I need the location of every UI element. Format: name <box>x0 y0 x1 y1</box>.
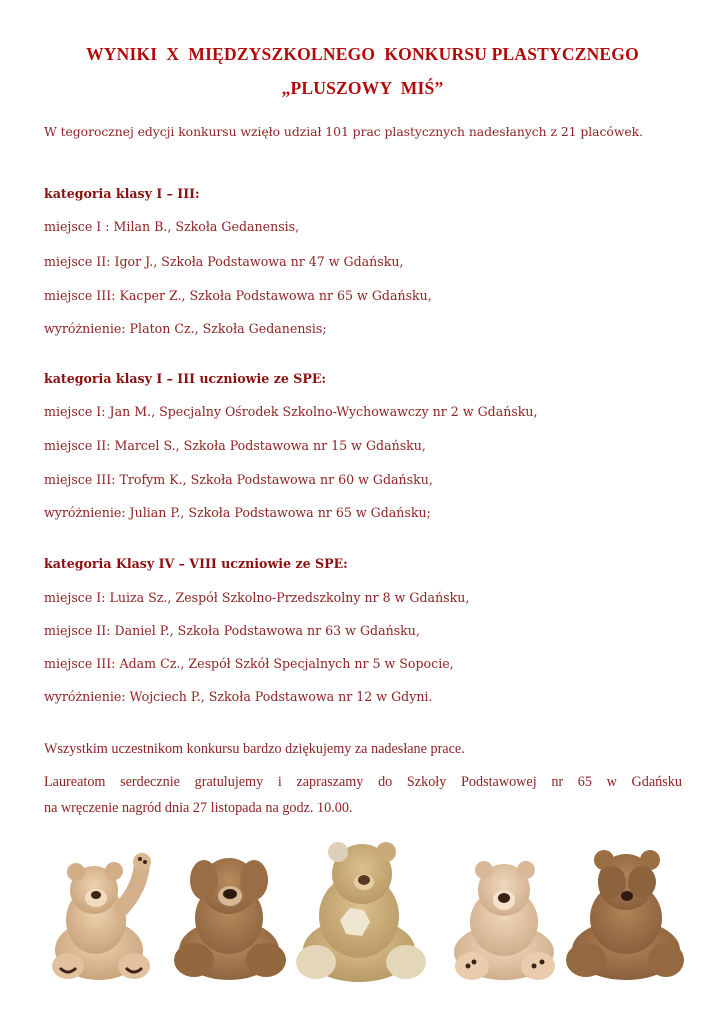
title-line-1: WYNIKI X MIĘDZYSZKOLNEGO KONKURSU PLASTYCZNEGO <box>86 44 639 64</box>
invitation-line-1: Laureatom serdecznie gratulujemy i zapraszamy do Szkoły Podstawowej nr 65 w Gdańsku <box>44 774 682 790</box>
category-heading: kategoria klasy I – III uczniowie ze SPE: <box>44 371 327 386</box>
result-entry: miejsce II: Marcel S., Szkoła Podstawowa nr 15 w Gdańsku, <box>44 438 426 453</box>
result-entry: miejsce III: Adam Cz., Zespół Szkół Specjalnych nr 5 w Sopocie, <box>44 656 454 671</box>
category-heading: kategoria Klasy IV – VIII uczniowie ze SPE: <box>44 556 348 571</box>
title-line-2: „PLUSZOWY MIŚ” <box>281 78 444 98</box>
result-entry: miejsce I : Milan B., Szkoła Gedanensis, <box>44 219 300 234</box>
result-entry: miejsce II: Daniel P., Szkoła Podstawowa nr 63 w Gdańsku, <box>44 623 420 638</box>
result-entry: miejsce II: Igor J., Szkoła Podstawowa nr 47 w Gdańsku, <box>44 254 404 269</box>
teddy-bear-1 <box>52 853 151 980</box>
teddy-bear-5 <box>566 850 684 980</box>
result-entry: miejsce III: Kacper Z., Szkoła Podstawowa nr 65 w Gdańsku, <box>44 288 432 303</box>
result-entry: wyróżnienie: Wojciech P., Szkoła Podstawowa nr 12 w Gdyni. <box>44 689 433 704</box>
category-heading: kategoria klasy I – III: <box>44 186 200 201</box>
invitation-line-2: na wręczenie nagród dnia 27 listopada na godz. 10.00. <box>44 800 353 816</box>
teddy-bear-4 <box>454 861 555 980</box>
teddy-bear-3 <box>296 842 426 982</box>
intro-text: W tegorocznej edycji konkursu wzięło udział 101 prac plastycznych nadesłanych z 21 placówek. <box>44 124 644 139</box>
result-entry: miejsce III: Trofym K., Szkoła Podstawowa nr 60 w Gdańsku, <box>44 472 433 487</box>
result-entry: wyróżnienie: Julian P., Szkoła Podstawowa nr 65 w Gdańsku; <box>44 505 431 520</box>
result-entry: wyróżnienie: Platon Cz., Szkoła Gedanensis; <box>44 321 327 336</box>
teddy-bears-image <box>44 838 684 988</box>
teddy-bear-2 <box>174 858 286 980</box>
result-entry: miejsce I: Jan M., Specjalny Ośrodek Szkolno-Wychowawczy nr 2 w Gdańsku, <box>44 404 538 419</box>
thanks-text: Wszystkim uczestnikom konkursu bardzo dziękujemy za nadesłane prace. <box>44 741 465 757</box>
result-entry: miejsce I: Luiza Sz., Zespół Szkolno-Przedszkolny nr 8 w Gdańsku, <box>44 590 470 605</box>
